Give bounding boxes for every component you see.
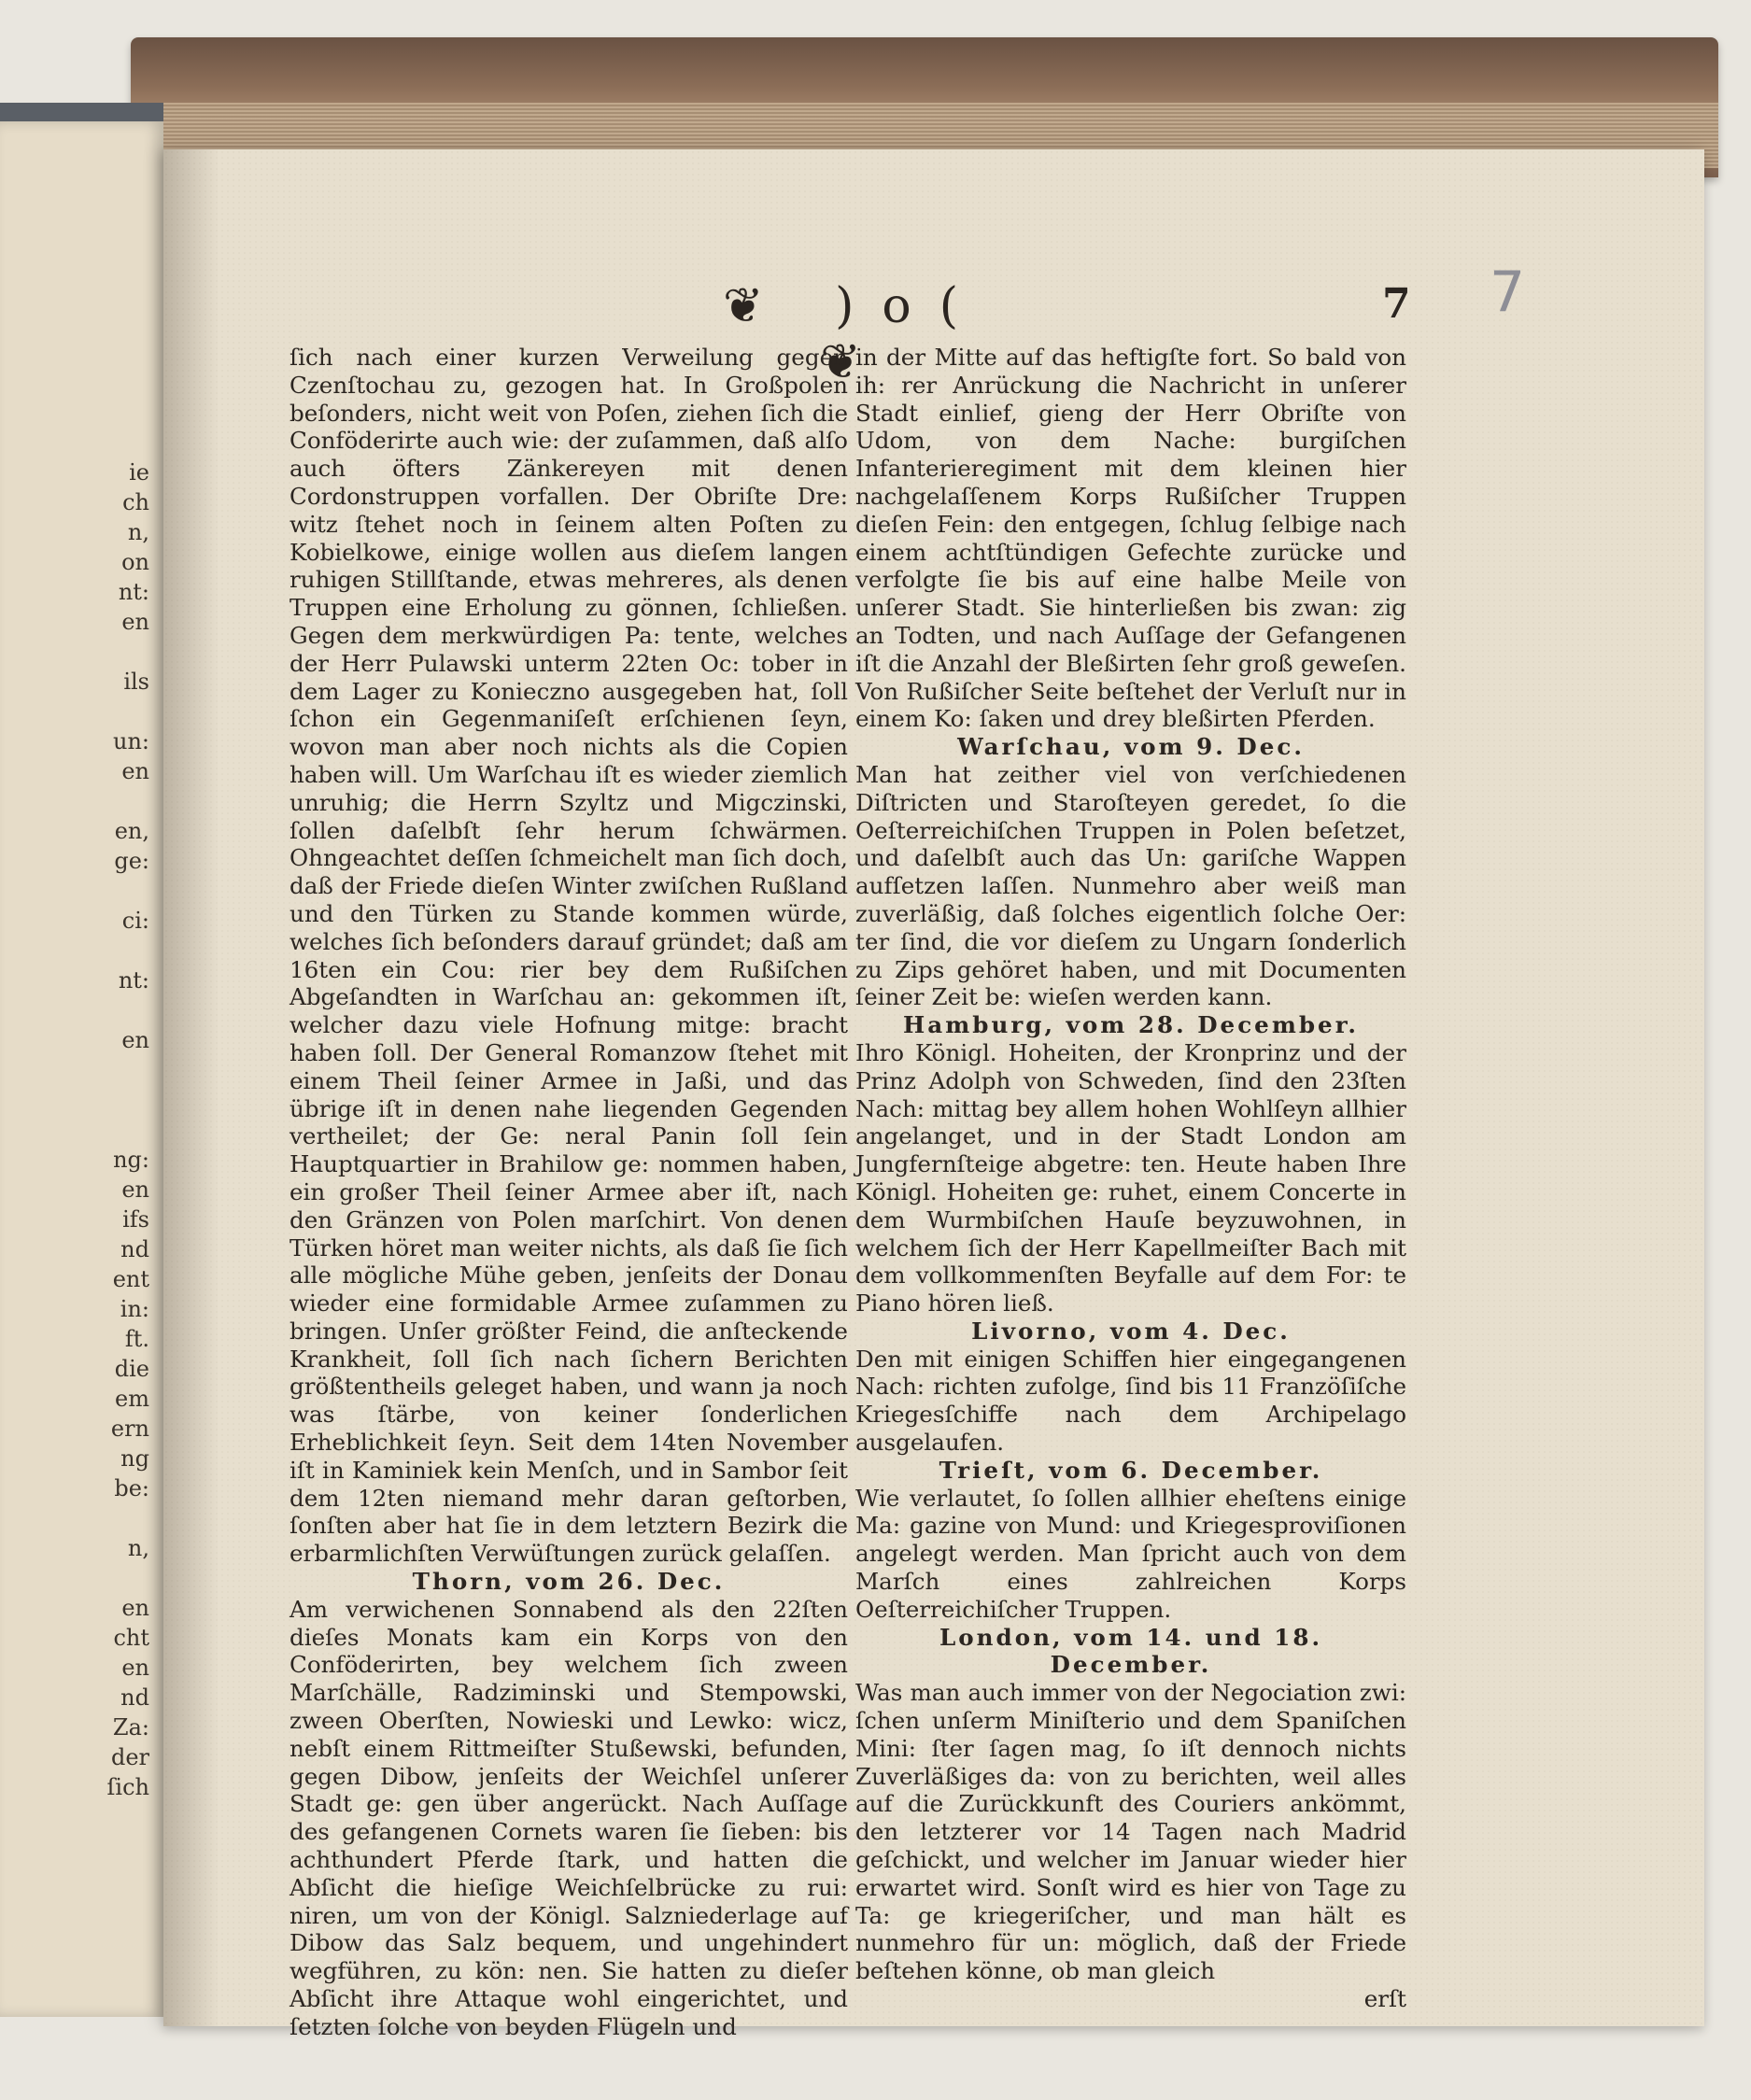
- page-number: 7: [1382, 280, 1411, 328]
- left-page-fragment: ſich: [106, 1774, 149, 1800]
- left-page-fragment: ng: [120, 1445, 149, 1472]
- left-page-fragment: [9, 697, 149, 726]
- left-page-fragment: en: [121, 1595, 149, 1621]
- pencil-page-mark: 7: [1490, 260, 1526, 325]
- left-page-fragment: Za:: [112, 1714, 149, 1741]
- left-page-fragment: [9, 1115, 149, 1145]
- article-paragraph: ſich nach einer kurzen Verweilung gegen Czenſtochau zu, gezogen hat. In Großpolen beſonders, nicht weit von Poſen, ziehen ſich die Conföderirte auch wie: der zuſammen, daß alſo auch öfters Zänkereyen mit denen Cordonstruppen vorfallen. Der Obriſte Dre: witz ſtehet noch in ſeinem alten Poſten zu Kobielkowe, einige wollen aus dieſem langen ruhigen Stillſtande, etwas mehreres, als denen Truppen eine Erholung zu gönnen, ſchließen. Gegen dem merkwürdigen Pa: tente, welches der Herr Pulawski unterm 22ten Oc: tober in dem Lager zu Konieczno ausgegeben hat, ſoll ſchon ein Gegenmaniſeſt erſchienen ſeyn, wovon man aber noch nichts als die Copien haben will. Um Warſchau iſt es wieder ziemlich unruhig; die Herrn Szyltz und Migczinski, ſollen daſelbſt ſehr herum ſchwärmen. Ohngeachtet deſſen ſchmeichelt man ſich doch, daß der Friede dieſen Winter zwiſchen Rußland und den Türken zu Stande kommen würde, welches ſich beſonders darauf gründet; daß am 16ten ein Cou: rier bey dem Rußiſchen Abgeſandten in Warſchau an: gekommen iſt, welcher dazu viele Hofnung mitge: bracht haben ſoll. Der General Romanzow ſtehet mit einem Theil ſeiner Armee in Jaßi, und das übrige iſt in denen nahe liegenden Gegenden vertheilet; der Ge: neral Panin ſoll ſein Hauptquartier in Brahilow ge: nommen haben, ein großer Theil ſeiner Armee aber iſt, nach den Gränzen von Polen marſchirt. Von denen Türken höret man weiter nichts, als daß ſie ſich alle mögliche Mühe geben, jenſeits der Donau wieder eine formidable Armee zuſammen zu bringen. Unſer größter Feind, die anſteckende Krankheit, ſoll ſich nach ſichern Berichten größtentheils geleget haben, und wann ja noch was ſtärbe, von keiner ſonderlichen Erheblichkeit ſeyn. Seit dem 14ten November iſt in Kaminiek kein Menſch, und in Sambor ſeit dem 12ten niemand mehr daran geſtorben, ſonſten aber hat ſie in dem letztern Bezirk die erbarmlichſten Verwüſtungen zurück gelaſſen.: [289, 344, 848, 1568]
- left-page-fragment: ie: [129, 459, 149, 486]
- left-page-fragment: [9, 995, 149, 1025]
- article-paragraph: Was man auch immer von der Negociation zwi: ſchen unſerm Miniſterio und dem Spaniſchen Mini: ſter ſagen mag, ſo iſt dennoch nichts Zuverläßiges da: von zu berichten, weil alles auf die Zurückkunft des Couriers ankömmt, den letzterer vor 14 Tagen nach Madrid geſchickt, und welcher im Januar wieder hier erwartet wird. Sonſt wird es hier von Tage zu Ta: ge kriegeriſcher, und man hält es nunmehro für un: möglich, daß der Friede beſtehen könne, ob man gleich: [855, 1679, 1406, 1985]
- header-ornament: ❦ )o( ❦: [723, 278, 986, 390]
- left-page-fragment: en: [121, 1177, 149, 1203]
- article-paragraph: Den mit einigen Schiffen hier eingegangenen Nach: richten zufolge, ſind bis 11 Franzöſiſche Kriegesſchiffe nach dem Archipelago ausgelaufen.: [855, 1345, 1406, 1457]
- left-page-fragment: ch: [122, 489, 149, 515]
- dateline-heading: Hamburg, vom 28. December.: [903, 1011, 1359, 1039]
- left-page-fragment: en: [121, 609, 149, 635]
- left-page-fragment: en: [121, 1027, 149, 1053]
- left-page-fragment: nd: [120, 1236, 149, 1262]
- left-page-fragment: en: [121, 758, 149, 784]
- left-page-fragment: [9, 1503, 149, 1533]
- left-page-fragment: n,: [127, 519, 149, 545]
- catchword: erſt: [1363, 1985, 1406, 2013]
- left-page-fragment: em: [115, 1386, 149, 1412]
- article-paragraph: Ihro Königl. Hoheiten, der Kronprinz und der Prinz Adolph von Schweden, ſind den 23ſten Nach: mittag bey allem hohen Wohlſeyn allhier angelanget, und in der Stadt London am Jungfernſteige abgetre: ten. Heute haben Ihre Königl. Hoheiten ge: ruhet, einem Concerte in dem Wurmbiſchen Hauſe beyzuwohnen, in welchem ſich der Herr Kapellmeiſter Bach mit dem vollkommenſten Beyfalle auf dem For: te Piano hören ließ.: [855, 1038, 1406, 1318]
- article-paragraph: in der Mitte auf das heftigſte fort. So bald von ih: rer Anrückung die Nachricht in unſerer Stadt einlief, gieng der Herr Obriſte von Udom, von dem Nache: burgiſchen Infanterieregiment mit dem kleinen hier nachgelaſſenem Korps Rußiſcher Truppen dieſen Fein: den entgegen, ſchlug ſelbige nach einem achtſtündigen Gefechte zurücke und verfolgte ſie bis auf eine halbe Meile von unſerer Stadt. Sie hinterließen bis zwan: zig an Todten, und nach Auſſage der Gefangenen iſt die Anzahl der Bleßirten ſehr groß geweſen. Von Rußiſcher Seite beſtehet der Verluſt nur in einem Ko: ſaken und drey bleßirten Pferden.: [855, 344, 1406, 733]
- dateline-heading: Trieſt, vom 6. December.: [939, 1456, 1323, 1484]
- left-page-text-fragments: [9, 458, 149, 1952]
- left-page-fragment: [9, 786, 149, 816]
- left-page-fragment: un:: [113, 728, 149, 754]
- left-page-fragment: n,: [127, 1535, 149, 1561]
- left-page-fragment: cht: [113, 1625, 149, 1651]
- left-page-fragment: ent: [112, 1266, 149, 1292]
- gutter-shadow: [163, 149, 219, 2026]
- left-page-fragment: ern: [110, 1416, 149, 1442]
- left-page-fragment: [9, 876, 149, 906]
- dateline-heading: Warſchau, vom 9. Dec.: [957, 733, 1305, 761]
- right-page: [163, 149, 1704, 2040]
- left-page-fragment: ge:: [114, 848, 149, 874]
- left-page-fragment: ng:: [113, 1147, 149, 1173]
- left-page-fragment: on: [121, 549, 149, 575]
- left-page-fragment: in:: [120, 1296, 149, 1322]
- left-page-fragment: [9, 936, 149, 965]
- article-paragraph: Wie verlautet, ſo ſollen allhier eheſtens einige Ma: gazine von Mund: und Kriegesproviſionen angelegt werden. Man ſpricht auch von dem Marſch eines zahlreichen Korps Oeſterreichiſcher Truppen.: [855, 1484, 1406, 1623]
- left-page-fragment: die: [114, 1356, 149, 1382]
- left-page-fragment: [9, 637, 149, 667]
- left-page-fragment: be:: [114, 1475, 149, 1501]
- dateline-heading: Thorn, vom 26. Dec.: [412, 1568, 726, 1596]
- left-page-fragment: [9, 1085, 149, 1115]
- left-page-fragment: [9, 1563, 149, 1593]
- dateline-heading: London, vom 14. und 18. December.: [939, 1623, 1323, 1679]
- left-page-fragment: ft.: [124, 1326, 149, 1352]
- left-page-fragment: en: [121, 1655, 149, 1681]
- left-page-fragment: der: [110, 1744, 149, 1770]
- left-page-fragment: nd: [120, 1684, 149, 1711]
- article-paragraph: Am verwichenen Sonnabend als den 22ſten dieſes Monats kam ein Korps von den Conföderirten, bey welchem ſich zween Marſchälle, Radziminski und Stempowski, zween Oberſten, Nowieski und Lewko: wicz, nebſt einem Rittmeiſter Stußewski, befunden, gegen Dibow, jenſeits der Weichſel unſerer Stadt ge: gen über angerückt. Nach Auſſage des gefangenen Cornets waren ſie ſieben: bis achthundert Pferde ſtark, und hatten die Abſicht die hieſige Weichſelbrücke zu rui: niren, um von der Königl. Salzniederlage auf Dibow das Salz bequem, und ungehindert wegführen, zu kön: nen. Sie hatten zu dieſer Abſicht ihre Attaque wohl eingerichtet, und ſetzten ſolche von beyden Flügeln und: [289, 1595, 848, 2040]
- left-page-fragment: ils: [123, 669, 149, 695]
- left-page-fragment: ifs: [122, 1206, 149, 1233]
- left-page-fragment: en,: [114, 818, 149, 844]
- left-page-fragment: nt:: [118, 967, 149, 994]
- dateline-heading: Livorno, vom 4. Dec.: [971, 1317, 1291, 1345]
- left-page-fragment: ci:: [121, 908, 149, 934]
- left-page-fragment: [9, 1055, 149, 1085]
- article-paragraph: Man hat zeither viel von verſchiedenen Diſtricten und Staroſteyen geredet, ſo die Oeſterreichiſchen Truppen in Polen beſetzet, und daſelbſt auch das Un: gariſche Wappen aufſetzen laſſen. Nunmehro aber weiß man zuverläßig, daß ſolches eigentlich ſolche Oer: ter ſind, die vor dieſem zu Ungarn ſonderlich zu Zips gehöret haben, und mit Documenten ſeiner Zeit be: wieſen werden kann.: [855, 760, 1406, 1011]
- right-column: [855, 344, 1406, 2013]
- left-column: [289, 344, 848, 2041]
- left-page-fragment: nt:: [118, 579, 149, 605]
- left-page: [0, 121, 163, 2017]
